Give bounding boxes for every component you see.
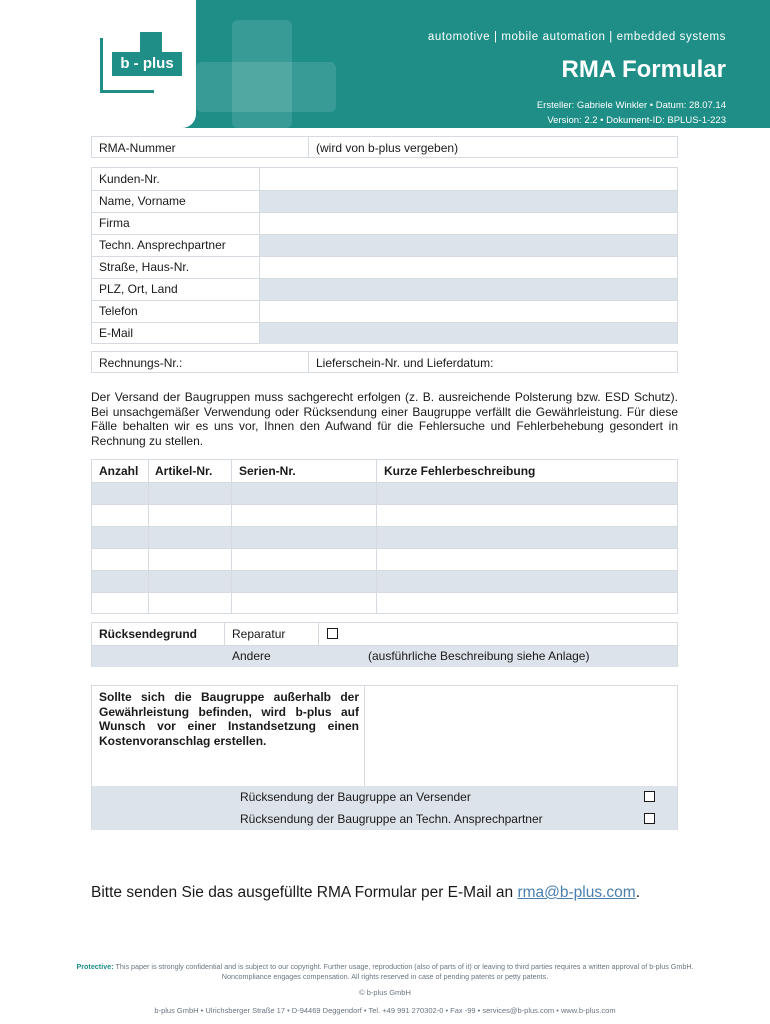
page-title: RMA Formular (561, 56, 726, 83)
email-link[interactable]: rma@b-plus.com (517, 884, 636, 901)
table-row[interactable] (92, 504, 677, 526)
table-row[interactable] (92, 548, 677, 570)
protective-label: Protective: (76, 962, 114, 971)
form-row (92, 168, 677, 190)
phone-input[interactable] (260, 300, 677, 322)
email-instruction-end: . (635, 884, 641, 901)
logo-square (140, 32, 162, 54)
form-row (92, 300, 677, 322)
return-to-sender-checkbox[interactable] (644, 791, 655, 802)
table-row[interactable] (92, 592, 677, 614)
form-row (92, 278, 677, 300)
option-repair-label: Reparatur (232, 627, 286, 641)
street-input[interactable] (260, 256, 677, 278)
return-reason-row-1 (92, 623, 677, 645)
document-meta (537, 98, 726, 128)
return-to-contact-label: Rücksendung der Baugruppe an Techn. Ansprechpartner (240, 812, 543, 826)
form-row (92, 234, 677, 256)
option-other-note: (ausführliche Beschreibung siehe Anlage) (368, 649, 590, 663)
repair-checkbox[interactable] (327, 628, 338, 639)
tagline: automotive | mobile automation | embedded systems (427, 31, 726, 43)
customer-data-form (91, 167, 678, 344)
delivery-note-label[interactable]: Lieferschein-Nr. und Lieferdatum: (316, 356, 494, 370)
company-input[interactable] (260, 212, 677, 234)
return-reason-row-2 (92, 645, 677, 667)
company-address: b-plus GmbH • Ulrichsberger Straße 17 • D-94469 Deggendorf • Tel. +49 991 270302-0 • Fax -99 • services@b-plus.com • www.b-plus.com (154, 1006, 616, 1015)
rma-number-row (91, 136, 678, 158)
invoice-number-label[interactable]: Rechnungs-Nr.: (99, 356, 183, 370)
logo-panel (0, 0, 196, 128)
table-row[interactable] (92, 526, 677, 548)
table-row[interactable] (92, 482, 677, 504)
return-reason-section (91, 622, 678, 667)
return-to-contact-checkbox[interactable] (644, 813, 655, 824)
header-banner (0, 0, 770, 128)
field-label: Telefon (99, 304, 138, 318)
warranty-notice-box (92, 686, 365, 786)
field-label: Straße, Haus-Nr. (99, 260, 190, 274)
email-instruction-text: Bitte senden Sie das ausgefüllte RMA Formular per E-Mail an (91, 884, 514, 901)
col-header-description: Kurze Fehlerbeschreibung (384, 464, 536, 478)
field-label: E-Mail (99, 326, 134, 340)
contact-person-input[interactable] (260, 234, 677, 256)
option-other-label: Andere (232, 649, 271, 663)
protective-text: This paper is strongly confidential and is subject to our copyright. Further usage, reproduction (also of parts of it) or leaving to third parties requires a written approval of b-plus GmbH. Noncompliance engages compensation. All rights reserved in case of pending patents or petty patents. (115, 962, 694, 981)
warranty-notice-text: Sollte sich die Baugruppe außerhalb der Gewährleistung befinden, wird b-plus auf Wunsch vor einer Instandsetzung einen Kostenvoranschlag erstellen. (99, 690, 359, 748)
table-header (92, 460, 677, 482)
rma-number-note: (wird von b-plus vergeben) (316, 141, 459, 155)
items-table (91, 459, 678, 614)
customer-number-input[interactable] (260, 168, 677, 190)
table-row[interactable] (92, 570, 677, 592)
decorative-cross-bar (196, 62, 336, 112)
email-input[interactable] (260, 322, 677, 344)
field-label: PLZ, Ort, Land (99, 282, 178, 296)
meta-author-date: Ersteller: Gabriele Winkler • Datum: 28.07.14 (536, 100, 726, 111)
invoice-row (91, 351, 678, 373)
col-header-quantity: Anzahl (99, 464, 139, 478)
name-input[interactable] (260, 190, 677, 212)
email-instruction (91, 884, 640, 902)
return-reason-label: Rücksendegrund (99, 627, 198, 641)
field-label: Firma (99, 216, 130, 230)
form-row (92, 322, 677, 344)
meta-version-id: Version: 2.2 • Dokument-ID: BPLUS-1-223 (547, 115, 726, 126)
warranty-section (91, 685, 678, 830)
copyright: © b-plus GmbH (359, 988, 411, 997)
col-header-article: Artikel-Nr. (155, 464, 213, 478)
field-label: Kunden-Nr. (99, 172, 160, 186)
logo: b - plus (112, 52, 182, 76)
warranty-option-row (92, 808, 677, 830)
field-label: Name, Vorname (99, 194, 186, 208)
warranty-options (92, 786, 677, 830)
form-row (92, 256, 677, 278)
field-label: Techn. Ansprechpartner (99, 238, 226, 252)
rma-number-label: RMA-Nummer (99, 141, 176, 155)
form-row (92, 190, 677, 212)
col-header-serial: Serien-Nr. (239, 464, 296, 478)
return-to-sender-label: Rücksendung der Baugruppe an Versender (240, 790, 471, 804)
warranty-option-row (92, 786, 677, 808)
form-row (92, 212, 677, 234)
city-input[interactable] (260, 278, 677, 300)
confidentiality-notice (60, 962, 710, 981)
shipping-notice: Der Versand der Baugruppen muss sachgerecht erfolgen (z. B. ausreichende Polsterung bzw. ESD Schutz). Bei unsachgemäßer Verwendung oder Rücksendung einer Baugruppe verfällt die Gewährleistung. Für diese Fälle behalten wir es uns vor, Ihnen den Aufwand für die Fehlersuche und Fehlerbehebung gesondert in Rechnung zu stellen. (91, 390, 678, 448)
